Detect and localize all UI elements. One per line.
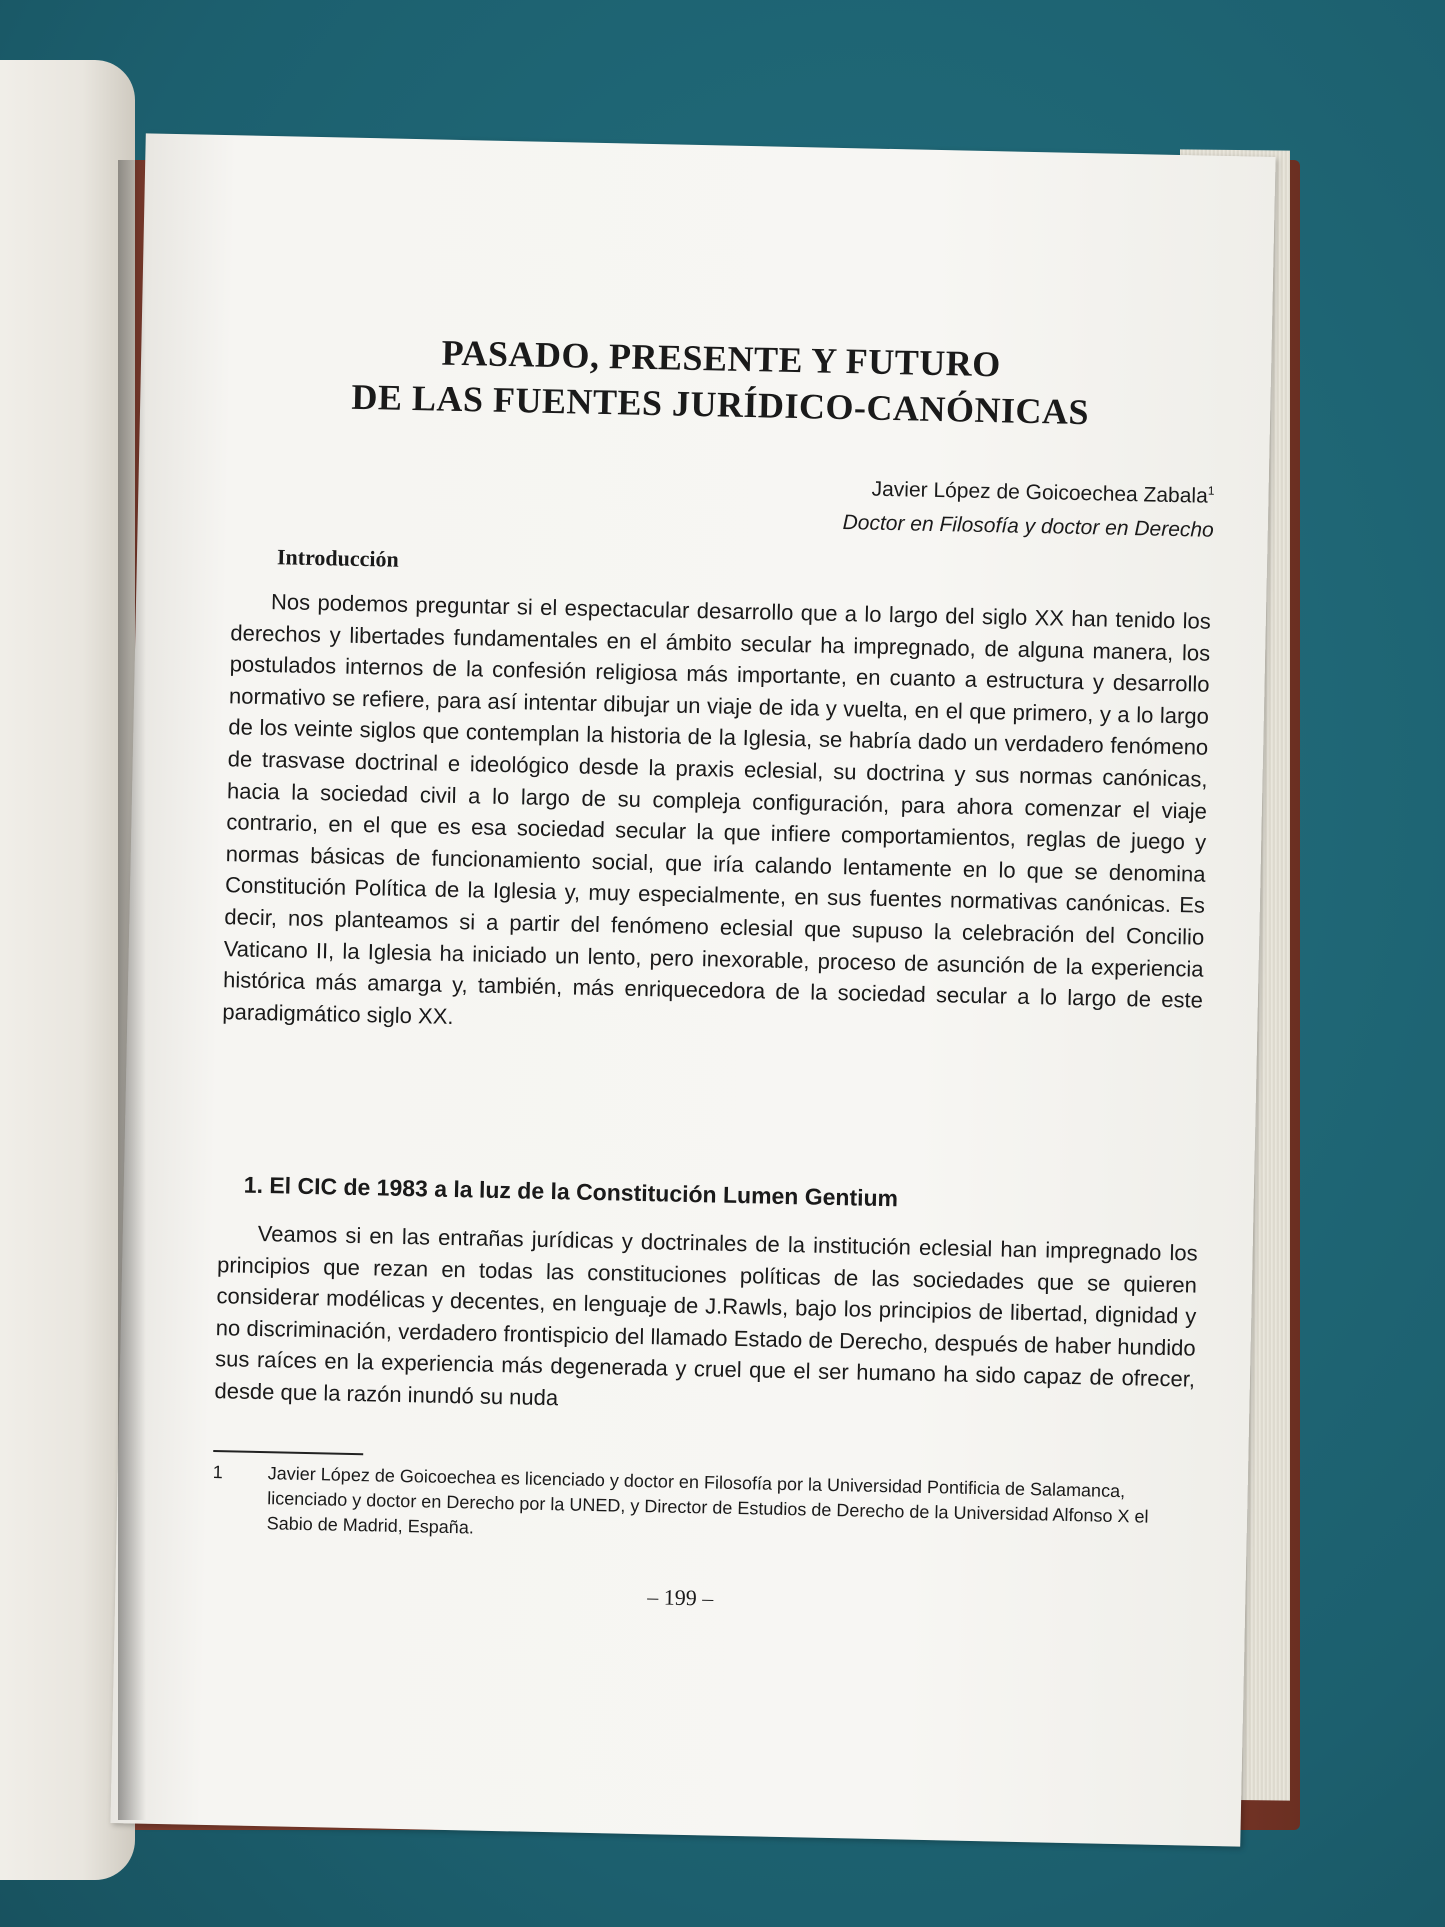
section-1-heading: 1. El CIC de 1983 a la luz de la Constitución Lumen Gentium bbox=[243, 1171, 899, 1212]
author-name: Javier López de Goicoechea Zabala bbox=[871, 477, 1209, 508]
footnote-number: 1 bbox=[212, 1462, 224, 1483]
intro-heading: Introducción bbox=[276, 544, 400, 572]
title-line-2: DE LAS FUENTES JURÍDICO-CANÓNICAS bbox=[351, 376, 1090, 433]
bleed-through-text bbox=[365, 198, 1165, 215]
author-role: Doctor en Filosofía y doctor en Derecho bbox=[842, 511, 1214, 542]
chapter-title bbox=[240, 325, 1202, 437]
book-gutter bbox=[118, 160, 146, 1820]
footnote-text: Javier López de Goicoechea es licenciado y doctor en Filosofía por la Universidad Pontificia de Salamanca, licenciado y doctor en Derecho por la UNED, y Director de Estudios de Derecho de la Universidad Alfonso X el Sabio de Madrid, España. bbox=[266, 1463, 1149, 1538]
section-1-paragraph: Veamos si en las entrañas jurídicas y doctrinales de la institución eclesial han impregnado los principios que rezan en todas las constituciones políticas de las sociedades que se quieren considerar modélicas y decentes, en lenguaje de J.Rawls, bajo los principios de libertad, dignidad y no discriminación, verdadero frontispicio del llamado Estado de Derecho, después de haber hundido sus raíces en la experiencia más degenerada y cruel que el ser humano ha sido capaz de ofrecer, desde que la razón inundó su nuda bbox=[214, 1220, 1198, 1411]
footnote-rule bbox=[213, 1450, 363, 1455]
intro-paragraph: Nos podemos preguntar si el espectacular desarrollo que a lo largo del siglo XX han tenido los derechos y libertades fundamentales en el ámbito secular ha impregnado, de alguna manera, los postulados internos de la confesión religiosa más importante, en cuanto a estructura y desarrollo normativo se refiere, para así intentar dibujar un viaje de ida y vuelta, en el que primero, y a lo largo de los veinte siglos que contemplan la historia de la Iglesia, se habría dado un verdadero fenómeno de trasvase doctrinal e ideológico desde la praxis eclesial, su doctrina y sus normas canónicas, hacia la sociedad civil a lo largo de su compleja configuración, para ahora comenzar el viaje contrario, en el que es esa sociedad secular la que infiere comportamientos, reglas de juego y normas básicas de funcionamiento social, que iría calando lentamente en lo que se denomina Constitución Política de la Iglesia y, muy especialmente, en sus fuentes normativas canónicas. Es decir, nos planteamos si a partir del fenómeno eclesial que supuso la celebración del Concilio Vaticano II, la Iglesia ha iniciado un lento, pero inexorable, proceso de asunción de la experiencia histórica más amarga y, también, más enriquecedora de la sociedad secular a lo largo de este paradigmático siglo XX. bbox=[222, 589, 1212, 1029]
author-block bbox=[842, 466, 1215, 548]
footnote bbox=[211, 1460, 1192, 1556]
book-page bbox=[110, 133, 1275, 1846]
page-number: – 199 – bbox=[647, 1584, 714, 1611]
author-footnote-ref: 1 bbox=[1207, 483, 1215, 498]
title-line-1: PASADO, PRESENTE Y FUTURO bbox=[441, 332, 1002, 385]
